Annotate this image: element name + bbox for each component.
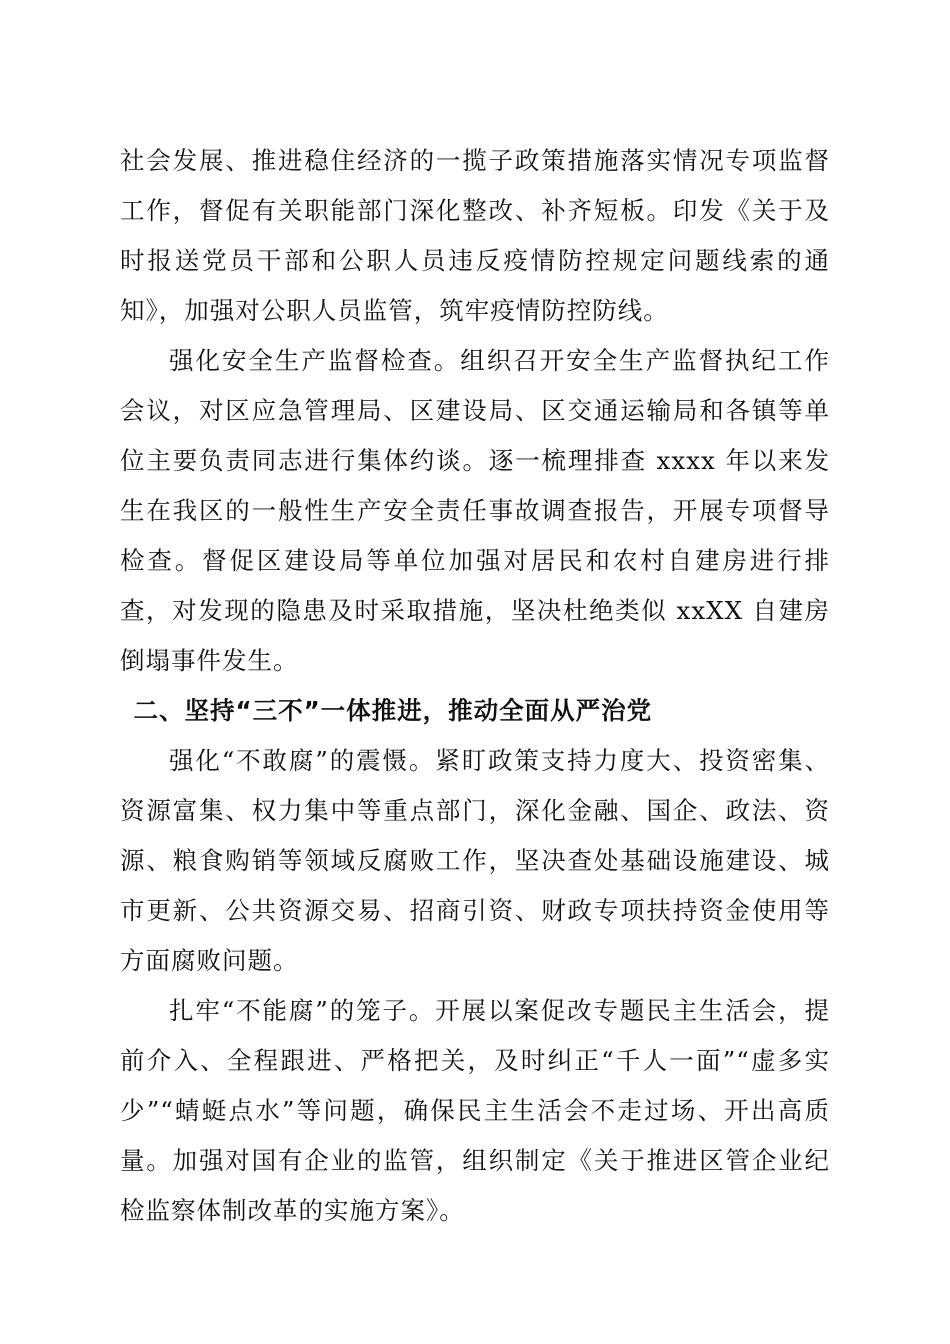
document-body — [120, 136, 830, 1236]
paragraph-safety-supervision: 强化安全生产监督检查。组织召开安全生产监督执纪工作会议，对区应急管理局、区建设局、区交通运输局和各镇等单位主要负责同志进行集体约谈。逐一梳理排查 xxxx 年以来发生在我区的一般性生产安全责任事故调查报告，开展专项督导检查。督促区建设局等单位加强对居民和农村自建房进行排查，对发现的隐患及时采取措施，坚决杜绝类似 xxXX 自建房倒塌事件发生。 — [120, 346, 830, 675]
paragraph-continuation: 社会发展、推进稳住经济的一揽子政策措施落实情况专项监督工作，督促有关职能部门深化整改、补齐短板。印发《关于及时报送党员干部和公职人员违反疫情防控规定问题线索的通知》，加强对公职人员监管，筑牢疫情防控防线。 — [120, 146, 830, 325]
section-heading-two: 二、坚持“三不”一体推进，推动全面从严治党 — [133, 696, 653, 725]
paragraph-not-dare-corrupt: 强化“不敢腐”的震慑。紧盯政策支持力度大、投资密集、资源富集、权力集中等重点部门，深化金融、国企、政法、资源、粮食购销等领域反腐败工作，坚决查处基础设施建设、城市更新、公共资源交易、招商引资、财政专项扶持资金使用等方面腐败问题。 — [120, 746, 830, 975]
paragraph-cannot-corrupt: 扎牢“不能腐”的笼子。开展以案促改专题民主生活会，提前介入、全程跟进、严格把关，及时纠正“千人一面”“虚多实少”“蜻蜓点水”等问题，确保民主生活会不走过场、开出高质量。加强对国有企业的监管，组织制定《关于推进区管企业纪检监察体制改革的实施方案》。 — [120, 996, 830, 1225]
